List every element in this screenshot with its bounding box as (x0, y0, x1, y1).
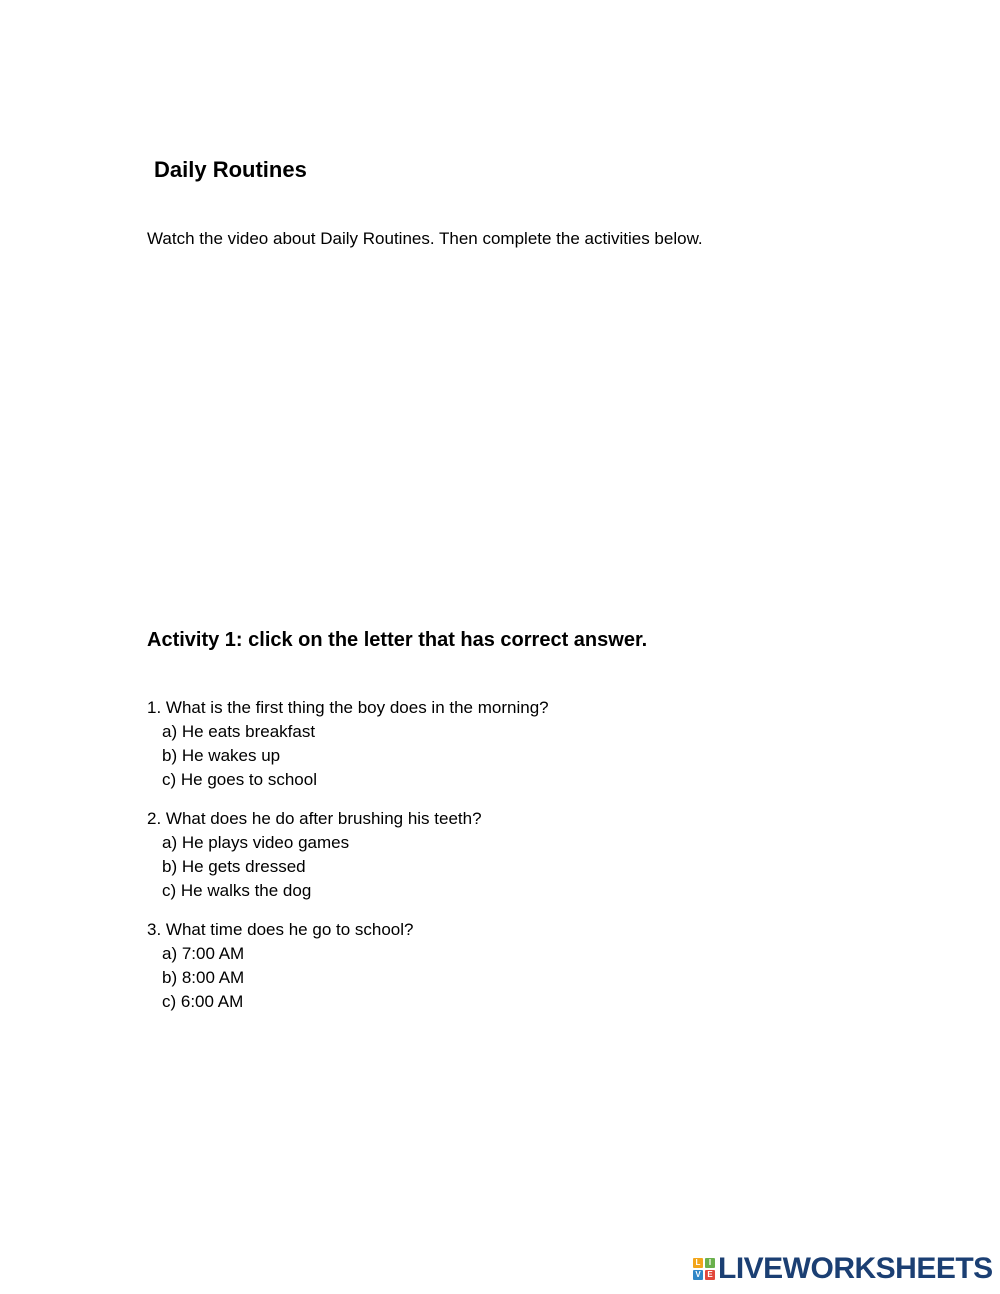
question-1 (147, 696, 549, 792)
question-text: 2. What does he do after brushing his teeth? (147, 809, 482, 828)
option-2a[interactable]: a) He plays video games (162, 833, 350, 852)
activity-heading: Activity 1: click on the letter that has correct answer. (147, 629, 648, 651)
option-1c[interactable]: c) He goes to school (162, 770, 317, 789)
liveworksheets-icon (693, 1258, 715, 1280)
question-3 (147, 918, 414, 1014)
logo-square-i: I (705, 1258, 715, 1268)
video-placeholder (147, 270, 847, 600)
logo-square-v: V (693, 1270, 703, 1280)
logo-text: LIVEWORKSHEETS (718, 1252, 993, 1285)
option-1b[interactable]: b) He wakes up (162, 746, 281, 765)
option-2c[interactable]: c) He walks the dog (162, 881, 312, 900)
option-2b[interactable]: b) He gets dressed (162, 857, 306, 876)
option-3a[interactable]: a) 7:00 AM (162, 944, 245, 963)
option-3c[interactable]: c) 6:00 AM (162, 992, 244, 1011)
liveworksheets-logo (693, 1254, 993, 1284)
logo-square-l: L (693, 1258, 703, 1268)
option-3b[interactable]: b) 8:00 AM (162, 968, 245, 987)
question-text: 3. What time does he go to school? (147, 920, 414, 939)
instructions-text: Watch the video about Daily Routines. Then complete the activities below. (147, 229, 703, 248)
question-2 (147, 807, 482, 903)
page-title: Daily Routines (154, 157, 307, 182)
option-1a[interactable]: a) He eats breakfast (162, 722, 316, 741)
question-text: 1. What is the first thing the boy does in the morning? (147, 698, 549, 717)
logo-square-e: E (705, 1270, 715, 1280)
